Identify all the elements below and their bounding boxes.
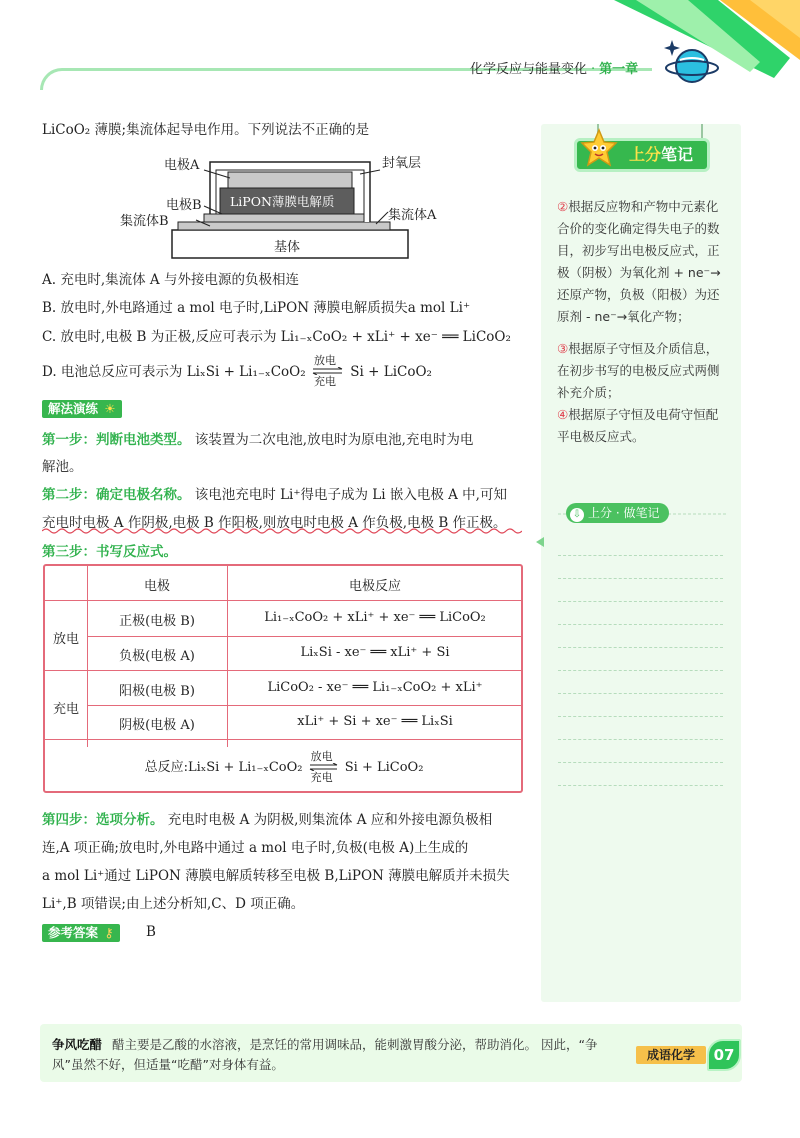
planet-icon — [666, 50, 718, 82]
step4-line4: Li⁺,B 项错误;由上述分析知,C、D 项正确。 — [42, 896, 305, 912]
wavy-underline — [42, 527, 522, 535]
note-tag-label: 上分 · 做笔记 — [588, 506, 660, 520]
note-2 — [557, 196, 729, 328]
chapter-title: 第一章 — [599, 62, 639, 77]
note-rule — [558, 601, 723, 602]
reversible-arrow — [312, 354, 344, 386]
label-electrode-a: 电极A — [164, 158, 200, 173]
table-row-reaction: Li₁₋ₓCoO₂ + xLi⁺ + xe⁻ ══ LiCoO₂ — [264, 610, 486, 625]
note-rule — [558, 762, 723, 763]
section-title: 化学反应与能量变化 — [470, 62, 588, 77]
option-a: A. 充电时,集流体 A 与外接电源的负极相连 — [42, 272, 299, 288]
note-4-text: 根据原子守恒及电荷守恒配平电极反应式。 — [557, 407, 719, 444]
step1-line2: 解池。 — [42, 459, 83, 475]
step1-text: 该装置为二次电池,放电时为原电池,充电时为电 — [190, 432, 474, 448]
note-rule — [558, 785, 723, 786]
solution-tag — [42, 400, 122, 418]
note-4 — [557, 404, 729, 448]
note-rule — [558, 647, 723, 648]
table-row-divider — [45, 600, 521, 601]
reaction-table — [43, 564, 523, 793]
arrow-top-label: 放电 — [313, 354, 336, 367]
step4-title: 第四步：选项分析。 — [42, 812, 164, 828]
badge-highlight: 上分 — [628, 145, 661, 164]
note-rule — [558, 716, 723, 717]
step1-line1 — [42, 428, 473, 448]
badge-rest: 笔记 — [660, 145, 693, 164]
running-header — [470, 58, 638, 77]
option-c: C. 放电时,电极 B 为正极,反应可表示为 Li₁₋ₓCoO₂ + xLi⁺ + xe⁻ ══ LiCoO₂ — [42, 329, 511, 345]
table-row-divider — [45, 739, 521, 740]
note-rule — [558, 693, 723, 694]
footer-idiom: 争风吃醋 — [52, 1037, 103, 1052]
table-row-reaction: xLi⁺ + Si + xe⁻ ══ LiₓSi — [297, 714, 453, 729]
table-row-electrode: 阴极(电极 A) — [119, 718, 195, 733]
label-collector-a: 集流体A — [388, 208, 437, 223]
option-b: B. 放电时,外电路通过 a mol 电子时,LiPON 薄膜电解质损失a mol Li⁺ — [42, 300, 471, 316]
total-reaction — [45, 750, 523, 784]
intro-formula: LiCoO₂ — [42, 122, 91, 138]
note-rule — [558, 578, 723, 579]
option-d-right: Si + LiCoO₂ — [350, 364, 432, 380]
option-d-left: D. 电池总反应可表示为 LiₓSi + Li₁₋ₓCoO₂ — [42, 364, 306, 380]
download-arrow-icon: ⇩ — [570, 508, 584, 522]
label-electrode-b: 电极B — [166, 198, 202, 213]
intro-text: 薄膜;集流体起导电作用。下列说法不正确的是 — [90, 122, 370, 138]
table-row-divider — [45, 670, 521, 671]
step2-title: 第二步：确定电极名称。 — [42, 487, 191, 503]
note-rule — [558, 624, 723, 625]
step2-text: 该电池充电时 Li⁺得电子成为 Li 嵌入电极 A 中,可知 — [190, 487, 507, 503]
step4-text: 充电时电极 A 为阴极,则集流体 A 应和外接电源负极相 — [163, 812, 493, 828]
note-4-number: ④ — [557, 407, 569, 422]
total-left: 总反应:LiₓSi + Li₁₋ₓCoO₂ — [144, 760, 303, 775]
table-header-electrode: 电极 — [143, 579, 170, 594]
answer-tag-label: 参考答案 — [48, 925, 99, 940]
pointer-arrow-icon — [536, 537, 544, 547]
page-number: 07 — [707, 1039, 741, 1071]
note-2-number: ② — [557, 199, 569, 214]
footer-body: 醋主要是乙酸的水溶液，是烹饪的常用调味品，能刺激胃酸分泌，帮助消化。 因此，“争风”虽然不好，但适量“吃醋”对身体有益。 — [52, 1037, 598, 1072]
answer-value: B — [146, 924, 156, 940]
step2-line1 — [42, 483, 507, 503]
note-3 — [557, 338, 729, 404]
table-row-reaction: LiCoO₂ - xe⁻ ══ Li₁₋ₓCoO₂ + xLi⁺ — [267, 680, 483, 695]
table-row-divider — [87, 636, 521, 637]
table-row-electrode: 正极(电极 B) — [119, 614, 195, 629]
battery-diagram — [120, 150, 460, 262]
step3-line — [42, 540, 177, 560]
answer-tag — [42, 924, 120, 942]
note-rule — [558, 670, 723, 671]
header-separator: · — [591, 62, 596, 77]
group-charge: 充电 — [52, 702, 79, 717]
solution-tag-label: 解法演练 — [48, 401, 99, 416]
footer-text — [52, 1035, 612, 1075]
note-tag — [566, 503, 669, 523]
sun-icon: ☀ — [104, 401, 116, 416]
step1-title: 第一步：判断电池类型。 — [42, 432, 191, 448]
step4-line2: 连,A 项正确;放电时,外电路中通过 a mol 电子时,负极(电极 A)上生成的 — [42, 840, 469, 856]
group-discharge: 放电 — [52, 632, 79, 647]
key-icon: ⚷ — [104, 925, 114, 940]
step2-line2: 充电时电极 A 作阴极,电极 B 作阳极,则放电时电极 A 作负极,电极 B 作正极。 — [42, 515, 507, 531]
question-intro — [42, 118, 369, 138]
arrow-bottom-label: 充电 — [313, 375, 336, 388]
step4-line3: a mol Li⁺通过 LiPON 薄膜电解质转移至电极 B,LiPON 薄膜电解质并未损失 — [42, 868, 510, 884]
table-row-divider — [87, 705, 521, 706]
note-rule — [558, 555, 723, 556]
arrow-bottom-label: 充电 — [310, 771, 333, 784]
note-3-text: 根据原子守恒及介质信息，在初步书写的电极反应式两侧补充介质； — [557, 341, 720, 400]
table-row-electrode: 阳极(电极 B) — [119, 684, 195, 699]
footer-label: 成语化学 — [636, 1046, 706, 1064]
table-header-reaction: 电极反应 — [348, 579, 401, 594]
table-row-reaction: LiₓSi - xe⁻ ══ xLi⁺ + Si — [300, 645, 450, 660]
reversible-arrow — [309, 750, 339, 782]
step4-line1 — [42, 808, 492, 828]
note-3-number: ③ — [557, 341, 569, 356]
label-seal-layer: 封氧层 — [382, 156, 422, 171]
note-rule — [558, 739, 723, 740]
label-collector-b: 集流体B — [120, 214, 169, 229]
arrow-top-label: 放电 — [310, 750, 333, 763]
table-row-electrode: 负极(电极 A) — [119, 649, 195, 664]
label-electrolyte: LiPON薄膜电解质 — [230, 194, 335, 209]
step3-title: 第三步：书写反应式。 — [42, 544, 177, 560]
option-d — [42, 354, 432, 386]
star-mascot-icon — [580, 128, 618, 174]
note-2-text: 根据反应物和产物中元素化合价的变化确定得失电子的数目，初步写出电极反应式，正极（阴极）为氧化剂 + ne⁻→还原产物，负极（阳极）为还原剂 - ne⁻→氧化产物； — [557, 199, 721, 324]
total-right: Si + LiCoO₂ — [344, 760, 424, 775]
sparkle-icon — [664, 40, 680, 56]
label-base: 基体 — [274, 240, 301, 255]
corner-decoration — [600, 0, 800, 110]
